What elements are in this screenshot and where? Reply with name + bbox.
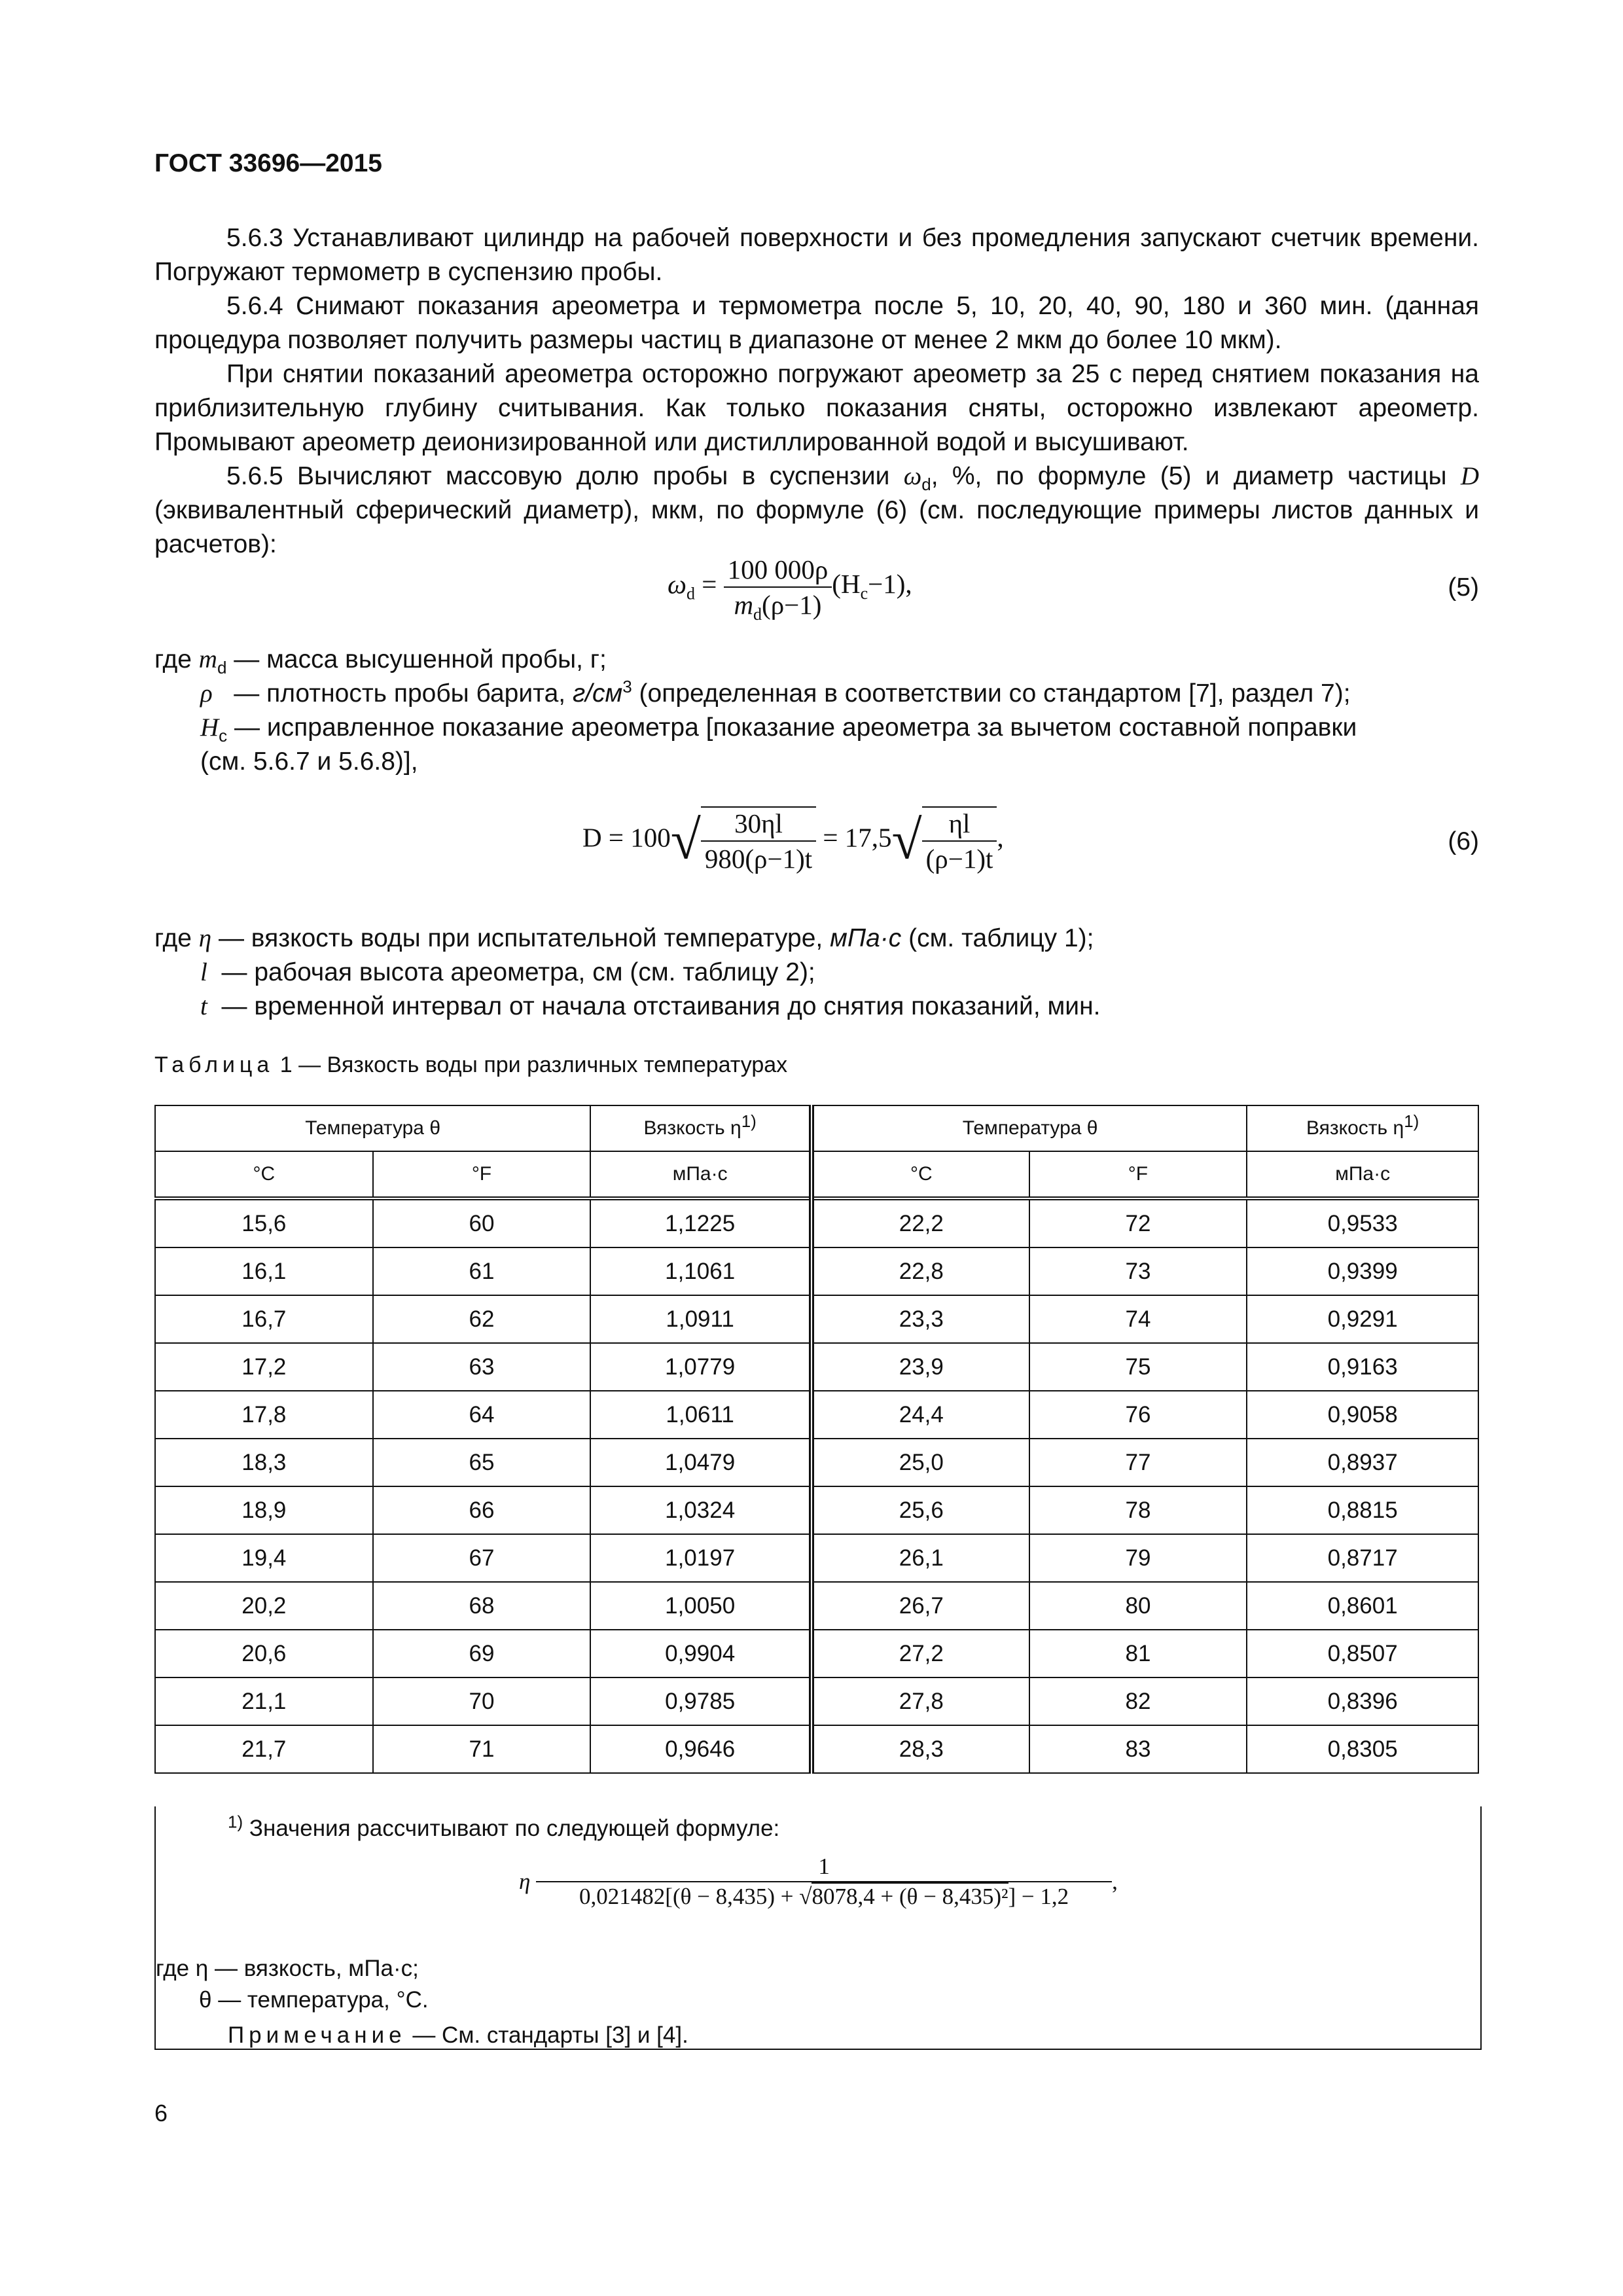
table-cell: 19,4: [155, 1534, 373, 1582]
eq6-num-1: 30ηl: [701, 808, 816, 842]
th-unit-f-left: °F: [373, 1151, 591, 1198]
p565-text-b: , %, по формуле (5) и диаметр частицы: [931, 462, 1461, 490]
where5-sub-H: c: [219, 725, 228, 745]
table-row: [155, 1677, 1478, 1725]
th-unit-mpa-left: мПа·с: [590, 1151, 812, 1198]
th-unit-mpa-right: мПа·с: [1247, 1151, 1478, 1198]
eq5-tail: [832, 569, 912, 603]
table-cell: 75: [1029, 1343, 1247, 1391]
table-cell: 1,1061: [590, 1247, 812, 1295]
footnote-eq-lhs: η: [519, 1869, 531, 1894]
table-cell: 0,8507: [1247, 1630, 1478, 1677]
table-cell: 67: [373, 1534, 591, 1582]
table-cell: 63: [373, 1343, 591, 1391]
table-cell: 26,7: [812, 1582, 1029, 1630]
equation-6: [582, 806, 1004, 874]
th-visc-right-label: Вязкость η: [1306, 1117, 1404, 1139]
table-cell: 80: [1029, 1582, 1247, 1630]
table-cell: 0,8717: [1247, 1534, 1478, 1582]
table-cell: 28,3: [812, 1725, 1029, 1773]
where5-text-rho: — плотность пробы барита,: [234, 679, 573, 708]
footnote-eq-den-b: ] − 1,2: [1008, 1884, 1069, 1909]
table-cell: 24,4: [812, 1391, 1029, 1439]
table-header-row: [155, 1105, 1478, 1151]
table-cell: 0,8305: [1247, 1725, 1478, 1773]
eq5-tail-end: −1),: [868, 569, 912, 600]
table-cell: 1,0779: [590, 1343, 812, 1391]
where-list-eq5: [154, 643, 1479, 779]
table-cell: 18,9: [155, 1486, 373, 1534]
where6-item-eta: [154, 922, 1479, 956]
eq5-numerator: 100 000ρ: [724, 554, 832, 588]
table-cell: 66: [373, 1486, 591, 1534]
eq6-num-2: ηl: [922, 808, 997, 842]
table-row: [155, 1582, 1478, 1630]
p565-text-a: 5.6.5 Вычисляют массовую долю пробы в суспензии: [226, 462, 904, 490]
table-cell: 79: [1029, 1534, 1247, 1582]
table-cell: 0,9291: [1247, 1295, 1478, 1343]
footnote-note-rest: — См. стандарты [3] и [4].: [406, 2022, 688, 2048]
where5-sym-m: m: [198, 645, 217, 673]
where5-unit-sup: 3: [622, 677, 632, 696]
table-cell: 62: [373, 1295, 591, 1343]
footnote-eq-den-a: 0,021482[(θ − 8,435) +: [579, 1884, 800, 1909]
footnote-eq-den-root: 8078,4 + (θ − 8,435)²: [812, 1884, 1008, 1909]
where6-rest-eta: (см. таблицу 1);: [901, 924, 1094, 952]
th-temp-right: [812, 1105, 1247, 1151]
table-cell: 1,0324: [590, 1486, 812, 1534]
eq6-end: ,: [997, 822, 1004, 853]
equation-5: [668, 554, 912, 624]
where6-lead: где: [154, 924, 199, 952]
paragraph-5-6-5: [154, 459, 1479, 562]
table-body: [155, 1198, 1478, 1773]
where5-lead: где: [154, 645, 199, 673]
th-visc-left-sup: 1): [741, 1111, 757, 1131]
eq5-denominator: [724, 588, 832, 624]
table-cell: 21,7: [155, 1725, 373, 1773]
where6-sym-l: l: [200, 958, 207, 986]
eq6-fraction-2: [922, 806, 997, 874]
table-cell: 70: [373, 1677, 591, 1725]
table-row: [155, 1630, 1478, 1677]
table-cell: 73: [1029, 1247, 1247, 1295]
table-cell: 0,8601: [1247, 1582, 1478, 1630]
where-list-eq6: [154, 922, 1479, 1024]
table-cell: 25,6: [812, 1486, 1029, 1534]
footnote-line: [228, 1812, 780, 1842]
p565-omega: ω: [903, 462, 922, 490]
table-cell: 68: [373, 1582, 591, 1630]
eq6-fraction-1: [701, 806, 816, 874]
th-unit-f-right: °F: [1029, 1151, 1247, 1198]
table-cell: 0,9399: [1247, 1247, 1478, 1295]
table-cell: 82: [1029, 1677, 1247, 1725]
table-cell: 78: [1029, 1486, 1247, 1534]
p565-D: D: [1460, 462, 1479, 490]
table-footnote-box: [154, 1806, 1482, 2050]
table-cell: 76: [1029, 1391, 1247, 1439]
footnote-note-word: Примечание: [228, 2022, 406, 2048]
table-cell: 71: [373, 1725, 591, 1773]
eq5-tail-sub: c: [860, 584, 868, 603]
eq6-sqrt-1-icon: √: [670, 810, 701, 871]
eq6-lhs: D = 100: [582, 822, 671, 853]
table-cell: 0,8937: [1247, 1439, 1478, 1486]
table-cell: 20,2: [155, 1582, 373, 1630]
table-cell: 20,6: [155, 1630, 373, 1677]
table-cell: 0,9058: [1247, 1391, 1478, 1439]
table-cell: 74: [1029, 1295, 1247, 1343]
equation-5-number: (5): [1448, 573, 1479, 601]
footnote-eq-end: ,: [1112, 1869, 1118, 1894]
paragraph-5-6-4: 5.6.4 Снимают показания ареометра и термометра после 5, 10, 20, 40, 90, 180 и 360 мин. (данная процедура позволяет получить размеры частиц в диапазоне от менее 2 мкм до более 10 мкм).: [154, 292, 1479, 354]
table-cell: 1,0611: [590, 1391, 812, 1439]
viscosity-table: [154, 1105, 1479, 1774]
footnote-equation: [519, 1854, 1118, 1910]
footnote-note: [228, 2022, 688, 2049]
table-cell: 16,1: [155, 1247, 373, 1295]
table-cell: 16,7: [155, 1295, 373, 1343]
table-row: [155, 1247, 1478, 1295]
th-visc-left-label: Вязкость η: [643, 1117, 741, 1139]
eq5-equals: =: [702, 569, 717, 600]
table-cell: 83: [1029, 1725, 1247, 1773]
eq5-den-m: m: [734, 590, 754, 620]
table-cell: 17,2: [155, 1343, 373, 1391]
table-row: [155, 1198, 1478, 1247]
where5-sym-rho: ρ: [200, 679, 213, 708]
table-cell: 0,9904: [590, 1630, 812, 1677]
where5-item-m: [154, 643, 1479, 677]
table-cell: 72: [1029, 1198, 1247, 1247]
footnote-where-1: где η — вязкость, мПа·с;: [156, 1956, 419, 1981]
where6-unit-eta: мПа·с: [830, 924, 902, 952]
eq5-fraction: [724, 554, 832, 624]
where5-text-m: — масса высушенной пробы, г;: [234, 645, 607, 673]
th-visc-left: [590, 1105, 812, 1151]
table-row: [155, 1534, 1478, 1582]
footnote-text: Значения рассчитывают по следующей формуле:: [243, 1816, 780, 1841]
where5-item-rho: [154, 677, 1479, 711]
table-caption-word: Таблица: [154, 1052, 274, 1077]
where6-item-t: [154, 990, 1479, 1024]
table-cell: 26,1: [812, 1534, 1029, 1582]
table-cell: 17,8: [155, 1391, 373, 1439]
table-cell: 60: [373, 1198, 591, 1247]
table-cell: 23,3: [812, 1295, 1029, 1343]
body-paragraphs: [154, 221, 1479, 562]
table-cell: 1,0050: [590, 1582, 812, 1630]
where5-rest-rho: (определенная в соответствии со стандартом [7], раздел 7);: [632, 679, 1351, 708]
paragraph-removal: При снятии показаний ареометра осторожно погружают ареометр за 25 с перед снятием показания на приблизительную глубину считывания. Как только показания сняты, осторожно извлекают ареометр. Промывают ареометр деионизированной или дистиллированной водой и высушивают.: [154, 360, 1479, 456]
footnote-mark: 1): [228, 1812, 243, 1832]
table-cell: 0,9646: [590, 1725, 812, 1773]
th-unit-c-left: °C: [155, 1151, 373, 1198]
table-cell: 69: [373, 1630, 591, 1677]
th-temp-left: [155, 1105, 590, 1151]
th-visc-right-sup: 1): [1404, 1111, 1419, 1131]
p565-text-c: (эквивалентный сферический диаметр), мкм, по формуле (6) (см. последующие примеры листов данных и расчетов):: [154, 496, 1479, 558]
where6-text-eta: — вязкость воды при испытательной температуре,: [218, 924, 830, 952]
footnote-where-2: θ — температура, °С.: [199, 1987, 429, 2013]
footnote-eq-fraction: [536, 1854, 1112, 1910]
table-cell: 1,0479: [590, 1439, 812, 1486]
table-cell: 15,6: [155, 1198, 373, 1247]
table-cell: 21,1: [155, 1677, 373, 1725]
p565-omega-sub: d: [921, 474, 931, 494]
th-unit-c-right: °C: [812, 1151, 1029, 1198]
table-cell: 64: [373, 1391, 591, 1439]
where5-sub-m: d: [217, 657, 227, 677]
table-row: [155, 1295, 1478, 1343]
table-row: [155, 1486, 1478, 1534]
table-cell: 61: [373, 1247, 591, 1295]
table-cell: 0,9533: [1247, 1198, 1478, 1247]
where6-sym-t: t: [200, 992, 207, 1020]
eq6-den-2: (ρ−1)t: [925, 844, 993, 874]
eq5-lhs: ω: [668, 569, 687, 600]
where5-unit-rho: г/см: [572, 679, 623, 708]
table-cell: 25,0: [812, 1439, 1029, 1486]
table-cell: 1,0197: [590, 1534, 812, 1582]
table-cell: 27,2: [812, 1630, 1029, 1677]
table-cell: 81: [1029, 1630, 1247, 1677]
th-temp-right-label: Температура θ: [962, 1117, 1098, 1139]
eq5-den-sub: d: [753, 605, 762, 624]
where5-item-H: [154, 711, 1479, 745]
page-number: 6: [154, 2100, 168, 2126]
eq5-den-rest: (ρ−1): [762, 590, 822, 620]
where5-text-H: — исправленное показание ареометра [показание ареометра за вычетом составной поправки: [234, 713, 1357, 742]
where6-item-l: [154, 956, 1479, 990]
table-cell: 0,8396: [1247, 1677, 1478, 1725]
where6-text-l: — рабочая высота ареометра, см (см. таблицу 2);: [221, 958, 815, 986]
where6-sym-eta: η: [198, 924, 212, 952]
footnote-eq-num: 1: [536, 1854, 1112, 1882]
table-cell: 27,8: [812, 1677, 1029, 1725]
eq6-den-1: 980(ρ−1)t: [704, 844, 813, 874]
equation-6-number: (6): [1448, 827, 1479, 855]
table-cell: 0,8815: [1247, 1486, 1478, 1534]
table-cell: 65: [373, 1439, 591, 1486]
table-units-row: [155, 1151, 1478, 1198]
where6-text-t: — временной интервал от начала отстаивания до снятия показаний, мин.: [221, 992, 1101, 1020]
eq6-mid: = 17,5: [823, 822, 892, 853]
where5-sym-H: H: [200, 713, 219, 742]
table-cell: 22,8: [812, 1247, 1029, 1295]
eq5-lhs-sub: d: [686, 584, 695, 603]
table-caption: [154, 1052, 787, 1078]
paragraph-5-6-3: 5.6.3 Устанавливают цилиндр на рабочей поверхности и без промедления запускают счетчик времени. Погружают термометр в суспензию пробы.: [154, 224, 1479, 286]
document-header: ГОСТ 33696—2015: [154, 149, 382, 177]
table-cell: 0,9785: [590, 1677, 812, 1725]
eq6-sqrt-2-icon: √: [891, 810, 922, 871]
th-temp-left-label: Температура θ: [305, 1117, 440, 1139]
table-cell: 1,0911: [590, 1295, 812, 1343]
table-cell: 0,9163: [1247, 1343, 1478, 1391]
table-caption-rest: 1 — Вязкость воды при различных температурах: [274, 1052, 788, 1077]
table-row: [155, 1391, 1478, 1439]
table-row: [155, 1343, 1478, 1391]
table-cell: 77: [1029, 1439, 1247, 1486]
table-cell: 22,2: [812, 1198, 1029, 1247]
table-row: [155, 1725, 1478, 1773]
footnote-eq-den: [536, 1882, 1112, 1910]
th-visc-right: [1247, 1105, 1478, 1151]
table-cell: 1,1225: [590, 1198, 812, 1247]
footnote-eq-sqrt-icon: √: [799, 1884, 812, 1909]
table-cell: 23,9: [812, 1343, 1029, 1391]
eq5-tail-H: (H: [832, 569, 861, 600]
table-cell: 18,3: [155, 1439, 373, 1486]
where5-cont-H: (см. 5.6.7 и 5.6.8)],: [200, 747, 418, 776]
table-row: [155, 1439, 1478, 1486]
